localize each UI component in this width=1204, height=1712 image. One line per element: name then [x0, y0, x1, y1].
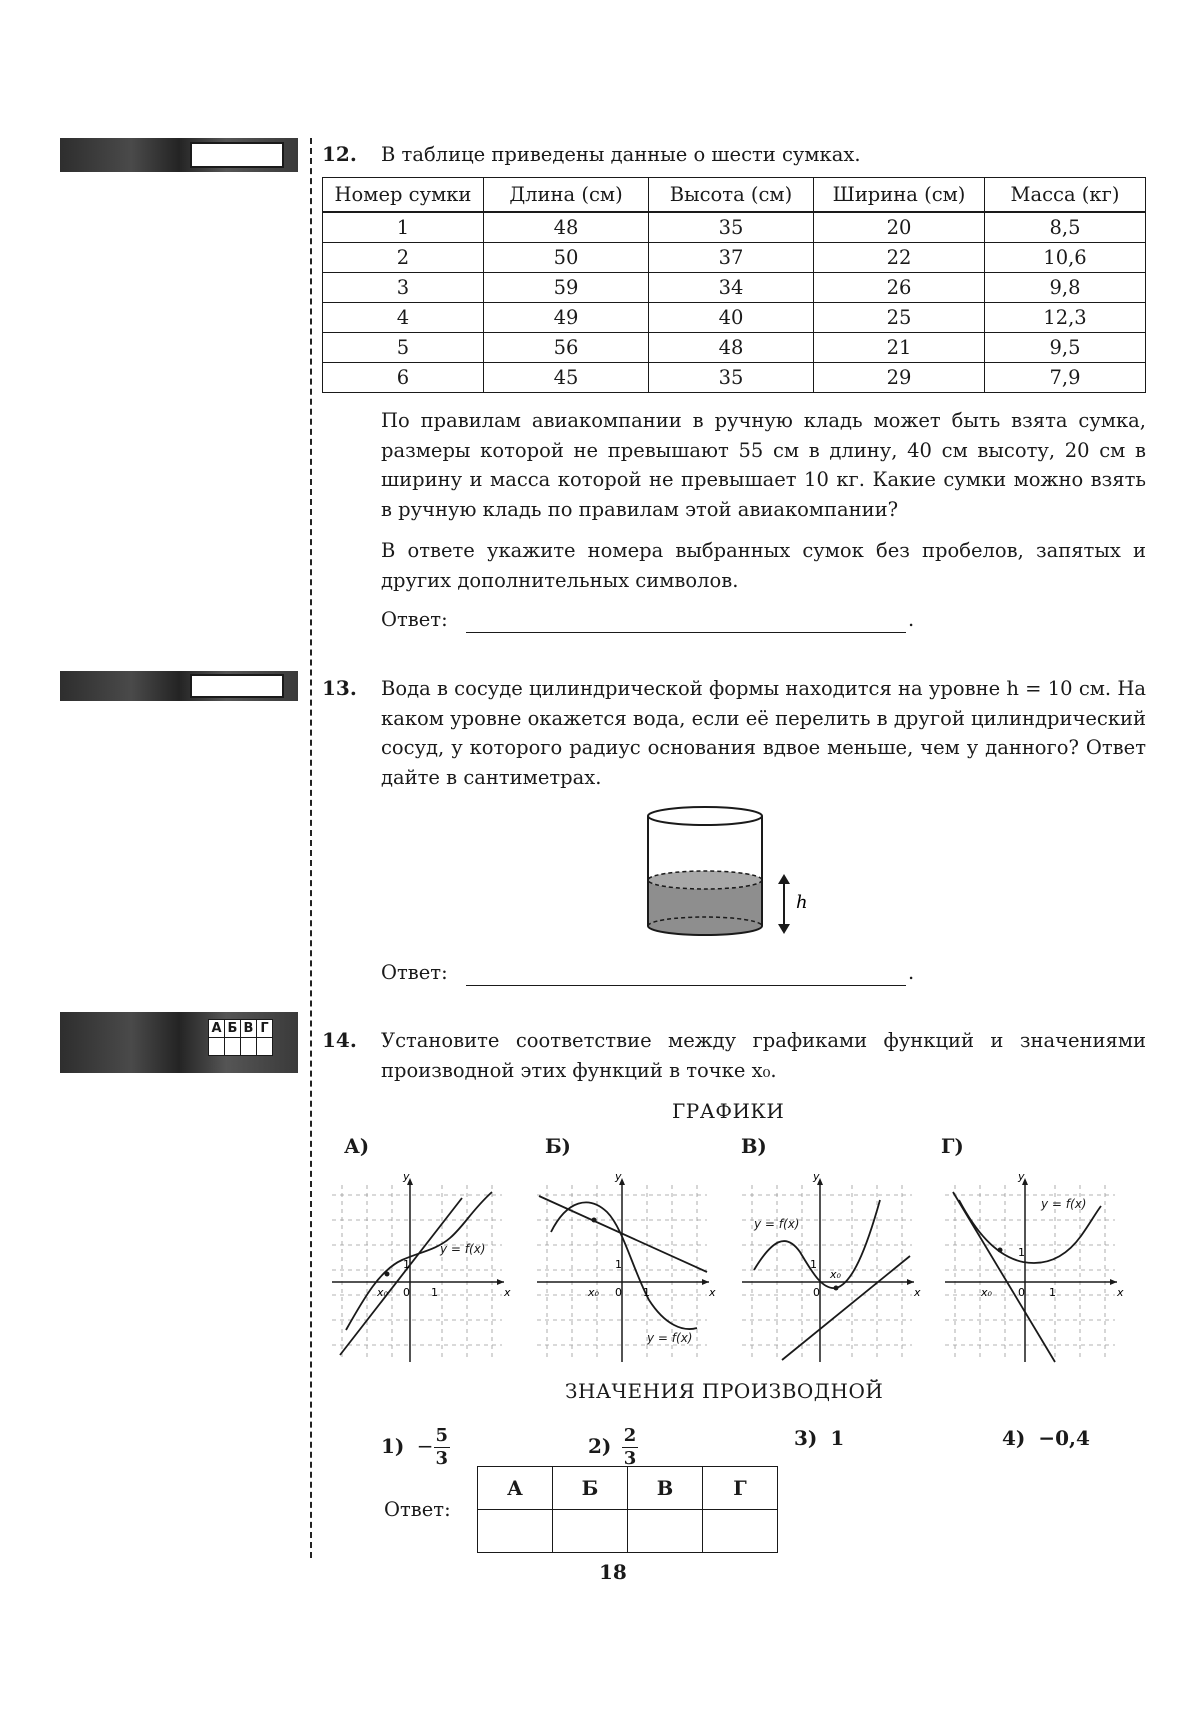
- grid-cell[interactable]: [241, 1038, 257, 1056]
- tick-label: 1: [810, 1258, 817, 1271]
- table-cell: 49: [484, 303, 649, 333]
- table-cell: 45: [484, 363, 649, 393]
- minus-sign: −: [416, 1434, 434, 1458]
- answer-cell[interactable]: [703, 1510, 778, 1553]
- answer-box-12[interactable]: [190, 142, 284, 168]
- graph-b: [537, 1170, 717, 1365]
- grid-cell[interactable]: [225, 1038, 241, 1056]
- option-label: 2): [588, 1434, 612, 1458]
- question-body: [381, 406, 1146, 607]
- table-row: [323, 273, 1146, 303]
- answer-header: В: [628, 1467, 703, 1510]
- answer-box-marker-12: [60, 138, 298, 172]
- answer-header: Г: [703, 1467, 778, 1510]
- option-3: [794, 1426, 844, 1450]
- axis-label: x: [504, 1286, 511, 1299]
- option-label: 3): [794, 1426, 818, 1450]
- question-number: 12.: [322, 142, 357, 166]
- period: .: [908, 608, 915, 631]
- table-cell: 59: [484, 273, 649, 303]
- graph-v: [742, 1170, 922, 1365]
- table-row: [323, 212, 1146, 243]
- table-cell: 6: [323, 363, 484, 393]
- denominator: 3: [623, 1448, 637, 1469]
- origin-label: 0: [403, 1286, 410, 1299]
- x0-label: x₀: [377, 1286, 388, 1299]
- answer-cell[interactable]: [478, 1510, 553, 1553]
- table-cell: 7,9: [985, 363, 1146, 393]
- table-cell: 56: [484, 333, 649, 363]
- table-cell: 48: [484, 212, 649, 243]
- table-cell: 48: [649, 333, 814, 363]
- option-4: [1002, 1426, 1090, 1450]
- table-cell: 9,8: [985, 273, 1146, 303]
- x0-label: x₀: [830, 1268, 841, 1281]
- numerator: 2: [623, 1425, 637, 1446]
- tick-label: 1: [643, 1286, 650, 1299]
- origin-label: 0: [1018, 1286, 1025, 1299]
- graph-label: В): [741, 1135, 767, 1158]
- table-cell: 8,5: [985, 212, 1146, 243]
- table-cell: 2: [323, 243, 484, 273]
- table-header: Номер сумки: [323, 178, 484, 213]
- page-number: 18: [599, 1560, 627, 1584]
- answer-box-marker-13: [60, 671, 298, 701]
- table-row: [323, 243, 1146, 273]
- fraction: [622, 1425, 639, 1470]
- answer-grid-14[interactable]: [208, 1019, 273, 1056]
- answer-label: Ответ:: [384, 1498, 451, 1521]
- graph-label: А): [344, 1135, 370, 1158]
- table-cell: 3: [323, 273, 484, 303]
- grid-letter: А: [209, 1020, 225, 1038]
- graphs-heading: ГРАФИКИ: [672, 1099, 785, 1123]
- table-cell: 12,3: [985, 303, 1146, 333]
- answer-field[interactable]: [466, 611, 906, 633]
- table-header: Высота (см): [649, 178, 814, 213]
- table-cell: 50: [484, 243, 649, 273]
- axis-label: y: [1018, 1170, 1025, 1183]
- table-cell: 35: [649, 363, 814, 393]
- fraction: [434, 1425, 451, 1470]
- table-cell: 20: [814, 212, 985, 243]
- table-cell: 9,5: [985, 333, 1146, 363]
- paragraph: В ответе укажите номера выбранных сумок без пробелов, запятых и других дополнительных символов.: [381, 539, 1146, 592]
- option-value: 1: [830, 1426, 845, 1450]
- table-cell: 21: [814, 333, 985, 363]
- table-cell: 22: [814, 243, 985, 273]
- axis-label: y: [403, 1170, 410, 1183]
- answer-cell[interactable]: [628, 1510, 703, 1553]
- tick-label: 1: [615, 1258, 622, 1271]
- table-cell: 4: [323, 303, 484, 333]
- function-label: y = f(x): [1041, 1197, 1087, 1211]
- table-cell: 34: [649, 273, 814, 303]
- grid-letter: Б: [225, 1020, 241, 1038]
- function-label: y = f(x): [440, 1242, 486, 1256]
- grid-letter: Г: [257, 1020, 273, 1038]
- table-row: [323, 363, 1146, 393]
- x0-label: x₀: [981, 1286, 992, 1299]
- axis-label: x: [709, 1286, 716, 1299]
- table-cell: 10,6: [985, 243, 1146, 273]
- graph-label: Б): [545, 1135, 571, 1158]
- table-cell: 1: [323, 212, 484, 243]
- answer-header: Б: [553, 1467, 628, 1510]
- option-2: [588, 1425, 638, 1470]
- x0-label: x₀: [588, 1286, 599, 1299]
- table-cell: 35: [649, 212, 814, 243]
- tick-label: 1: [431, 1286, 438, 1299]
- question-number: 13.: [322, 676, 357, 700]
- table-row: [323, 333, 1146, 363]
- table-header: Ширина (см): [814, 178, 985, 213]
- tick-label: 1: [1018, 1246, 1025, 1259]
- function-label: y = f(x): [647, 1331, 693, 1345]
- answer-label: Ответ:: [381, 961, 448, 984]
- axis-label: x: [914, 1286, 921, 1299]
- table-cell: 26: [814, 273, 985, 303]
- option-label: 1): [381, 1434, 405, 1458]
- height-label: h: [796, 892, 808, 913]
- cylinder-figure: [640, 800, 820, 940]
- cut-line: [310, 138, 312, 1558]
- table-header: Длина (см): [484, 178, 649, 213]
- numerator: 5: [435, 1425, 449, 1446]
- grid-cell[interactable]: [209, 1038, 225, 1056]
- table-cell: 29: [814, 363, 985, 393]
- axis-label: x: [1117, 1286, 1124, 1299]
- bags-table: [322, 177, 1146, 393]
- question-number: 14.: [322, 1028, 357, 1052]
- answer-header: А: [478, 1467, 553, 1510]
- answer-box-13[interactable]: [190, 674, 284, 698]
- tick-label: 1: [1049, 1286, 1056, 1299]
- table-header: Масса (кг): [985, 178, 1146, 213]
- answer-field[interactable]: [466, 964, 906, 986]
- axis-label: y: [813, 1170, 820, 1183]
- graph-label: Г): [941, 1135, 964, 1158]
- axis-label: y: [615, 1170, 622, 1183]
- table-cell: 40: [649, 303, 814, 333]
- question-text: Установите соответствие между графиками функций и значениями производной этих функций в точке x₀.: [381, 1029, 1146, 1082]
- option-value: −0,4: [1038, 1426, 1090, 1450]
- period: .: [908, 961, 915, 984]
- origin-label: 0: [813, 1286, 820, 1299]
- grid-letter: В: [241, 1020, 257, 1038]
- table-row: [323, 303, 1146, 333]
- table-cell: 25: [814, 303, 985, 333]
- answer-table: [477, 1466, 778, 1553]
- graph-g: [945, 1170, 1125, 1365]
- table-header-row: [323, 178, 1146, 213]
- table-cell: 37: [649, 243, 814, 273]
- grid-cell[interactable]: [257, 1038, 273, 1056]
- tick-label: 1: [403, 1258, 410, 1271]
- paragraph: По правилам авиакомпании в ручную кладь может быть взята сумка, размеры которой не превышают 55 см в длину, 40 см высоту, 20 см в ширину и масса которой не превышает 10 кг. Какие сумки можно взять в ручную кладь по правилам этой авиакомпании?: [381, 409, 1146, 521]
- answer-cell[interactable]: [553, 1510, 628, 1553]
- option-label: 4): [1002, 1426, 1026, 1450]
- answer-label: Ответ:: [381, 608, 448, 631]
- table-cell: 5: [323, 333, 484, 363]
- values-heading: ЗНАЧЕНИЯ ПРОИЗВОДНОЙ: [565, 1379, 884, 1403]
- graph-a: [332, 1170, 512, 1365]
- question-intro: В таблице приведены данные о шести сумках.: [381, 143, 861, 166]
- denominator: 3: [435, 1448, 449, 1469]
- option-1: [381, 1425, 450, 1470]
- origin-label: 0: [615, 1286, 622, 1299]
- function-label: y = f(x): [754, 1217, 800, 1231]
- question-text: Вода в сосуде цилиндрической формы находится на уровне h = 10 см. На каком уровне окажется вода, если её перелить в другой цилиндрический сосуд, у которого радиус основания вдвое меньше, чем у данного? Ответ дайте в сантиметрах.: [381, 677, 1146, 789]
